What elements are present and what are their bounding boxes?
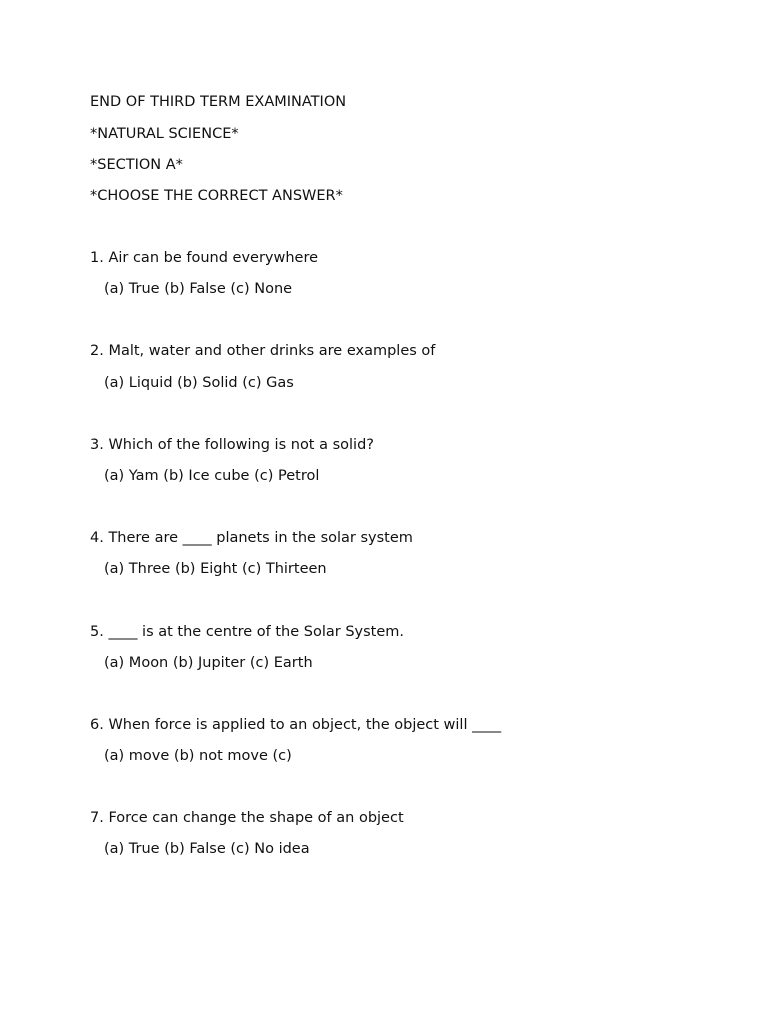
question-3: 3. Which of the following is not a solid? bbox=[90, 437, 374, 453]
question-5: 5. ____ is at the centre of the Solar System. bbox=[90, 624, 405, 640]
question-6-options: (a) move (b) not move (c) bbox=[104, 748, 292, 764]
question-3-options: (a) Yam (b) Ice cube (c) Petrol bbox=[104, 468, 320, 484]
section-heading: *SECTION A* bbox=[90, 157, 183, 173]
question-2-options: (a) Liquid (b) Solid (c) Gas bbox=[104, 375, 294, 391]
question-7-options: (a) True (b) False (c) No idea bbox=[104, 841, 310, 857]
question-4-options: (a) Three (b) Eight (c) Thirteen bbox=[104, 561, 327, 577]
question-1: 1. Air can be found everywhere bbox=[90, 250, 319, 266]
question-6: 6. When force is applied to an object, the object will ____ bbox=[90, 717, 502, 733]
question-4: 4. There are ____ planets in the solar system bbox=[90, 530, 413, 546]
exam-title: END OF THIRD TERM EXAMINATION bbox=[90, 94, 347, 110]
question-1-options: (a) True (b) False (c) None bbox=[104, 281, 293, 297]
question-2: 2. Malt, water and other drinks are examples of bbox=[90, 343, 436, 359]
question-5-options: (a) Moon (b) Jupiter (c) Earth bbox=[104, 655, 313, 671]
question-7: 7. Force can change the shape of an object bbox=[90, 810, 404, 826]
instruction-text: *CHOOSE THE CORRECT ANSWER* bbox=[90, 188, 343, 204]
subject-heading: *NATURAL SCIENCE* bbox=[90, 126, 239, 142]
